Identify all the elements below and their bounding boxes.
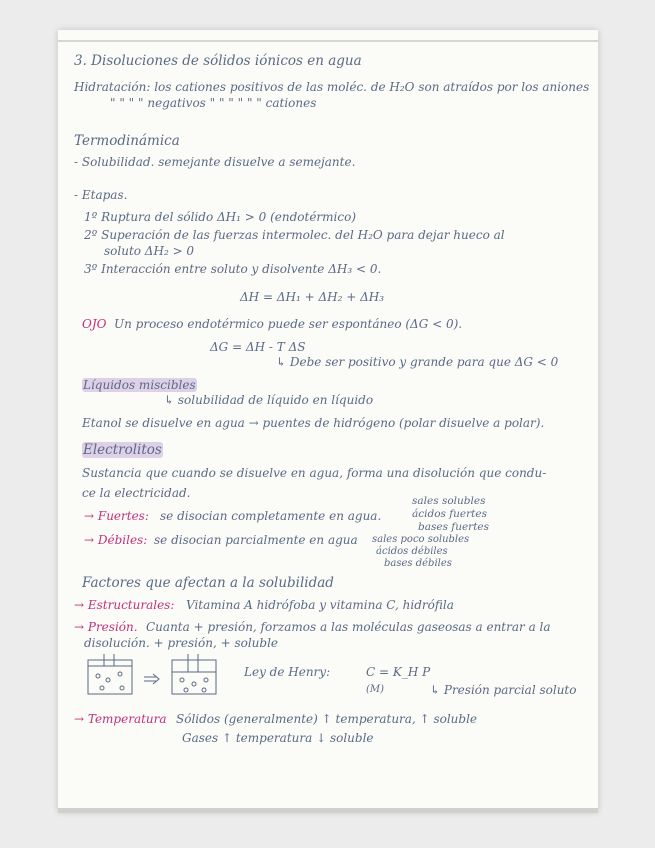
gibbs-note: ↳ Debe ser positivo y grande para que ΔG < 0 <box>276 355 559 369</box>
temperatura-gases: Gases ↑ temperatura ↓ soluble <box>182 731 374 745</box>
particle <box>120 686 124 690</box>
liquidos-note: ↳ solubilidad de líquido en líquido <box>164 393 374 407</box>
fuertes-item-3: bases fuertes <box>418 521 490 533</box>
debiles-label: → Débiles: <box>84 533 148 547</box>
electrolitos-heading-text: Electrolitos <box>83 442 162 458</box>
note-title: 3. Disoluciones de sólidos iónicos en agua <box>74 53 362 69</box>
particle <box>106 678 110 682</box>
fuertes-item-2: ácidos fuertes <box>412 508 487 520</box>
particle <box>192 682 196 686</box>
hidratacion-line-2: " " " " negativos " " " " " " cationes <box>110 96 317 110</box>
debiles-item-3: bases débiles <box>384 558 452 569</box>
particle <box>184 688 188 692</box>
estructurales-label: → Estructurales: <box>74 598 175 612</box>
gibbs-equation: ΔG = ΔH - T ΔS <box>210 340 306 354</box>
ojo-text: Un proceso endotérmico puede ser espontáneo (ΔG < 0). <box>114 317 463 331</box>
ojo-label: OJO <box>82 317 107 331</box>
henry-note: ↳ Presión parcial soluto <box>430 683 577 697</box>
electrolitos-heading <box>82 443 163 457</box>
page-fold-line <box>58 40 598 42</box>
presion-label: → Presión. <box>74 620 138 634</box>
container-left <box>88 660 132 694</box>
hidratacion-line-1: Hidratación: los cationes positivos de las moléc. de H₂O son atraídos por los aniones <box>74 80 590 94</box>
enthalpy-equation: ΔH = ΔH₁ + ΔH₂ + ΔH₃ <box>240 290 385 304</box>
particle <box>204 678 208 682</box>
page-bottom-edge <box>58 808 598 813</box>
solubilidad-line: - Solubilidad. semejante disuelve a semejante. <box>74 155 356 169</box>
electrolitos-def-1: Sustancia que cuando se disuelve en agua, forma una disolución que condu- <box>82 466 547 480</box>
temperatura-label: → Temperatura <box>74 712 167 726</box>
particle <box>202 688 206 692</box>
presion-text-2: disolución. + presión, + soluble <box>84 636 279 650</box>
particle <box>180 678 184 682</box>
etapa-3: 3º Interacción entre soluto y disolvente ΔH₃ < 0. <box>84 262 382 276</box>
etapa-1: 1º Ruptura del sólido ΔH₁ > 0 (endotérmico) <box>84 210 357 224</box>
termodinamica-heading: Termodinámica <box>74 133 180 149</box>
debiles-text: se disocian parcialmente en agua <box>154 533 358 547</box>
debiles-item-1: sales poco solubles <box>372 534 470 545</box>
particle <box>118 672 122 676</box>
liquidos-heading-text: Líquidos miscibles <box>83 378 196 392</box>
fuertes-item-1: sales solubles <box>412 495 486 507</box>
factores-heading: Factores que afectan a la solubilidad <box>82 575 334 591</box>
henry-equation: C = K_H P <box>366 665 431 679</box>
fuertes-text: se disocian completamente en agua. <box>160 509 382 523</box>
liquidos-heading <box>82 378 197 392</box>
presion-text-1: Cuanta + presión, forzamos a las moléculas gaseosas a entrar a la <box>146 620 551 634</box>
etapa-2-line-2: soluto ΔH₂ > 0 <box>104 244 195 258</box>
etanol-line: Etanol se disuelve en agua → puentes de hidrógeno (polar disuelve a polar). <box>82 416 545 430</box>
debiles-item-2: ácidos débiles <box>376 546 448 557</box>
particle <box>100 686 104 690</box>
fuertes-label: → Fuertes: <box>84 509 149 523</box>
pressure-diagram <box>86 650 218 698</box>
henry-label: Ley de Henry: <box>244 665 331 679</box>
container-right <box>172 660 216 694</box>
temperatura-solidos: Sólidos (generalmente) ↑ temperatura, ↑ soluble <box>176 712 478 726</box>
arrow-head <box>153 674 159 684</box>
etapas-heading: - Etapas. <box>74 188 128 202</box>
electrolitos-def-2: ce la electricidad. <box>82 486 191 500</box>
particle <box>96 674 100 678</box>
estructurales-text: Vitamina A hidrófoba y vitamina C, hidrófila <box>186 598 454 612</box>
henry-subscript: (M) <box>366 684 385 695</box>
etapa-2-line-1: 2º Superación de las fuerzas intermolec. del H₂O para dejar hueco al <box>84 228 505 242</box>
